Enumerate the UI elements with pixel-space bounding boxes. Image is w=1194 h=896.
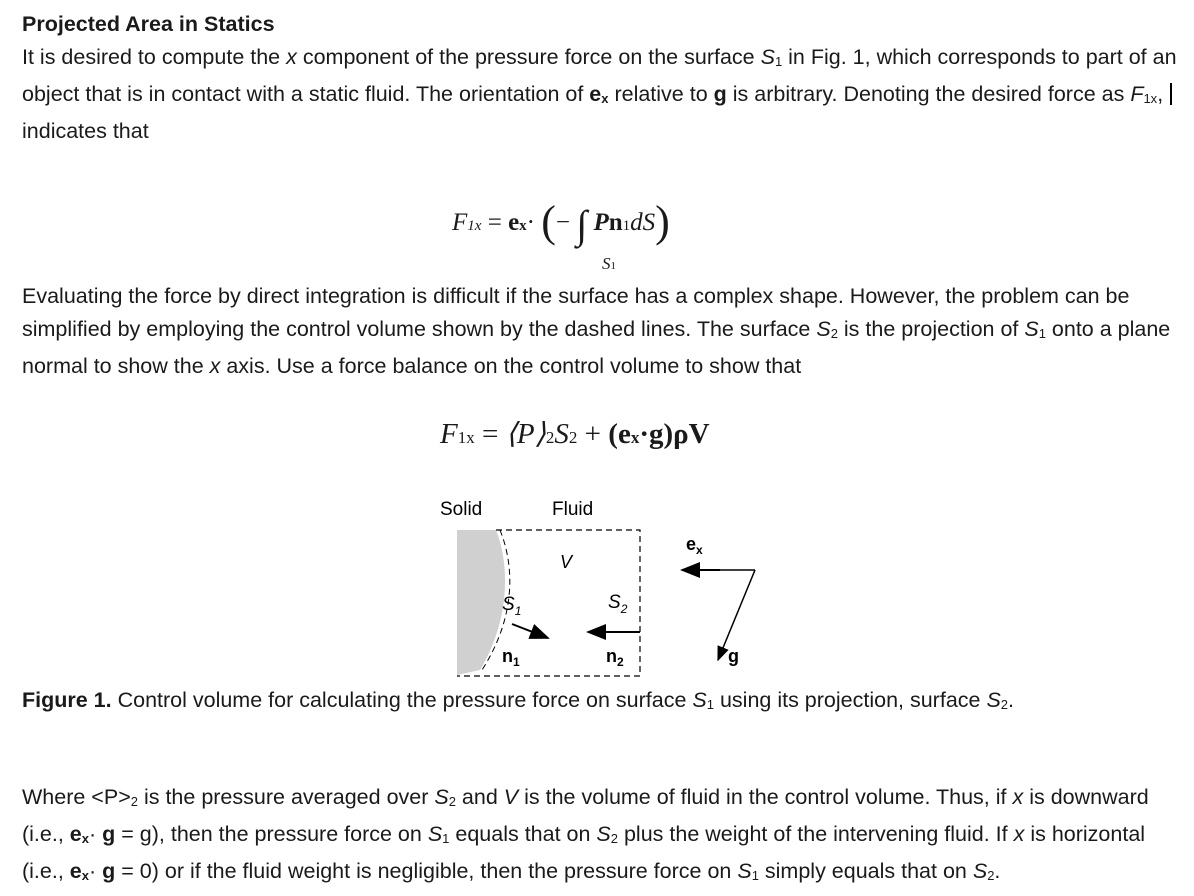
paragraph-2: Evaluating the force by direct integration is difficult if the surface has a complex shape. However, the problem can be simplified by employing the control volume shown by the dashed lines. The surface S2 is the projection of S1 onto a plane normal to show the x axis. Use a force balance on the control volume to show that xyxy=(22,284,1171,378)
s1-label: $S_1$ xyxy=(502,594,522,618)
g-label: g xyxy=(728,646,739,666)
control-volume-figure xyxy=(430,490,770,685)
solid-region xyxy=(457,530,505,675)
fluid-label: Fluid xyxy=(552,499,594,520)
n1-label: $n_1$ xyxy=(502,646,520,669)
paragraph-3: Where <P>2 is the pressure averaged over S2 and V is the volume of fluid in the control volume. Thus, if x is downward (i.e., ex· g = g), then the pressure force on S1 equals that on S2 plus the weight of the intervening fluid. If x is horizontal (i.e., ex· g = 0) or if the fluid weight is negligible, then the pressure force on S1 simply equals that on S2. xyxy=(22,784,1149,883)
ex-label: $e_x$ xyxy=(686,534,703,557)
equation-2: F1x = ⟨P⟩2S2 + (ex·g)ρV xyxy=(440,418,710,450)
volume-label: V xyxy=(560,552,573,572)
intro-paragraph: It is desired to compute the x component of the pressure force on the surface S1 in Fig. 1, which corresponds to part of an object that is in contact with a static fluid. The orientation of ex relative to g is arbitrary. Denoting the desired force as F1x, indicates that xyxy=(22,45,1177,143)
section-title: Projected Area in Statics xyxy=(22,12,275,36)
equation-1: F1x = ex· (− ∫ Pn1dS) xyxy=(452,197,670,247)
n2-label: $n_2$ xyxy=(606,646,624,669)
n1-arrow xyxy=(512,624,548,638)
document-body xyxy=(22,8,1182,148)
s2-label: $S_2$ xyxy=(608,592,628,616)
solid-label: Solid xyxy=(440,499,483,520)
paragraph-2-wrap xyxy=(22,280,1182,383)
figure-caption: Figure 1. Control volume for calculating the pressure force on surface S1 using its projection, surface S2. xyxy=(22,688,1015,712)
text-cursor xyxy=(1170,83,1172,105)
equation-1-limit: S1 xyxy=(602,254,616,273)
